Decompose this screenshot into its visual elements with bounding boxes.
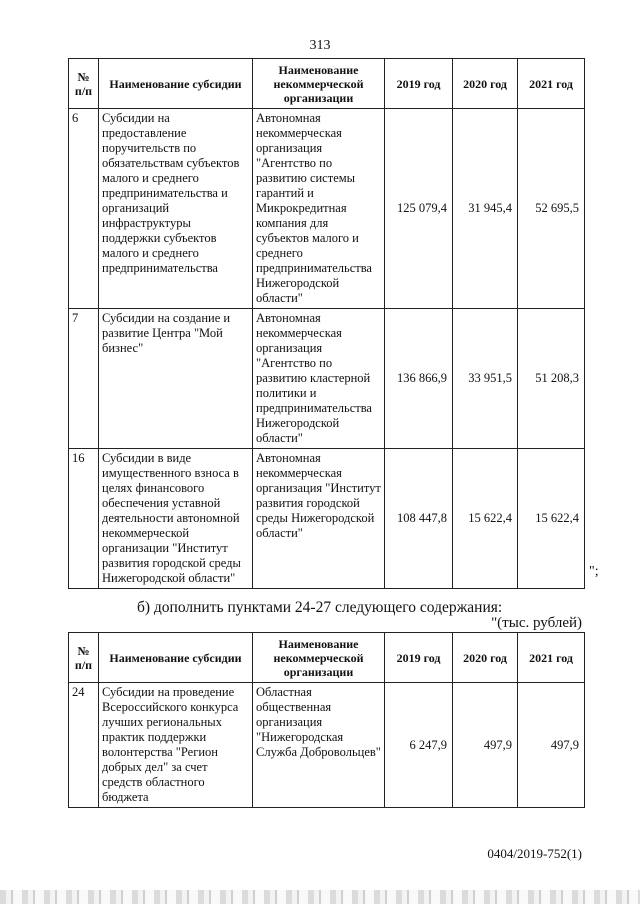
row-num: 7 <box>69 309 99 449</box>
document-code: 0404/2019-752(1) <box>487 846 582 861</box>
page-number: 313 <box>309 38 331 53</box>
row-subsidy: Субсидии на проведение Всероссийского конкурса лучших региональных практик поддержки волонтерства "Регион добрых дел" за счет средств областного бюджета <box>99 683 253 808</box>
row-org: Областная общественная организация "Нижегородская Служба Добровольцев" <box>253 683 385 808</box>
header-num: № п/п <box>69 633 99 683</box>
row-num: 16 <box>69 449 99 589</box>
table-row <box>69 449 585 589</box>
header-2019: 2019 год <box>385 633 453 683</box>
row-2019: 125 079,4 <box>385 109 453 309</box>
row-num: 24 <box>69 683 99 808</box>
row-org: Автономная некоммерческая организация "Агентство по развитию кластерной политики и предпринимательства Нижегородской области" <box>253 309 385 449</box>
row-num: 6 <box>69 109 99 309</box>
row-2020: 33 951,5 <box>453 309 518 449</box>
header-2020: 2020 год <box>453 633 518 683</box>
header-2019: 2019 год <box>385 59 453 109</box>
header-subsidy: Наименование субсидии <box>99 633 253 683</box>
header-2020: 2020 год <box>453 59 518 109</box>
header-2021: 2021 год <box>518 633 585 683</box>
row-2019: 6 247,9 <box>385 683 453 808</box>
row-2021: 52 695,5 <box>518 109 585 309</box>
header-subsidy: Наименование субсидии <box>99 59 253 109</box>
subsidy-table-2 <box>68 632 585 808</box>
header-2021: 2021 год <box>518 59 585 109</box>
header-org: Наименование некоммерческой организации <box>253 59 385 109</box>
row-2021: 497,9 <box>518 683 585 808</box>
row-2020: 15 622,4 <box>453 449 518 589</box>
row-org: Автономная некоммерческая организация "Институт развития городской среды Нижегородской области" <box>253 449 385 589</box>
row-2019: 108 447,8 <box>385 449 453 589</box>
header-org: Наименование некоммерческой организации <box>253 633 385 683</box>
header-num: № п/п <box>69 59 99 109</box>
closing-quote: "; <box>589 564 599 579</box>
table-header-row <box>69 633 585 683</box>
row-2021: 51 208,3 <box>518 309 585 449</box>
row-2021: 15 622,4 <box>518 449 585 589</box>
scan-edge-artifact <box>0 890 640 904</box>
subsidy-table-1 <box>68 58 585 589</box>
row-subsidy: Субсидии на создание и развитие Центра "Мой бизнес" <box>99 309 253 449</box>
row-subsidy: Субсидии на предоставление поручительств по обязательствам субъектов малого и среднего предпринимательства и организаций инфраструктуры поддержки субъектов малого и среднего предпринимательства <box>99 109 253 309</box>
table-row <box>69 309 585 449</box>
row-org: Автономная некоммерческая организация "Агентство по развитию системы гарантий и Микрокредитная компания для субъектов малого и среднего предпринимательства Нижегородской области" <box>253 109 385 309</box>
table-row <box>69 109 585 309</box>
row-subsidy: Субсидии в виде имущественного взноса в целях финансового обеспечения уставной деятельности автономной некоммерческой организации "Институт развития городской среды Нижегородской области" <box>99 449 253 589</box>
supplement-text: б) дополнить пунктами 24-27 следующего содержания: <box>137 599 503 616</box>
row-2019: 136 866,9 <box>385 309 453 449</box>
row-2020: 497,9 <box>453 683 518 808</box>
table-header-row <box>69 59 585 109</box>
units-label: "(тыс. рублей) <box>491 615 582 631</box>
row-2020: 31 945,4 <box>453 109 518 309</box>
table-row <box>69 683 585 808</box>
